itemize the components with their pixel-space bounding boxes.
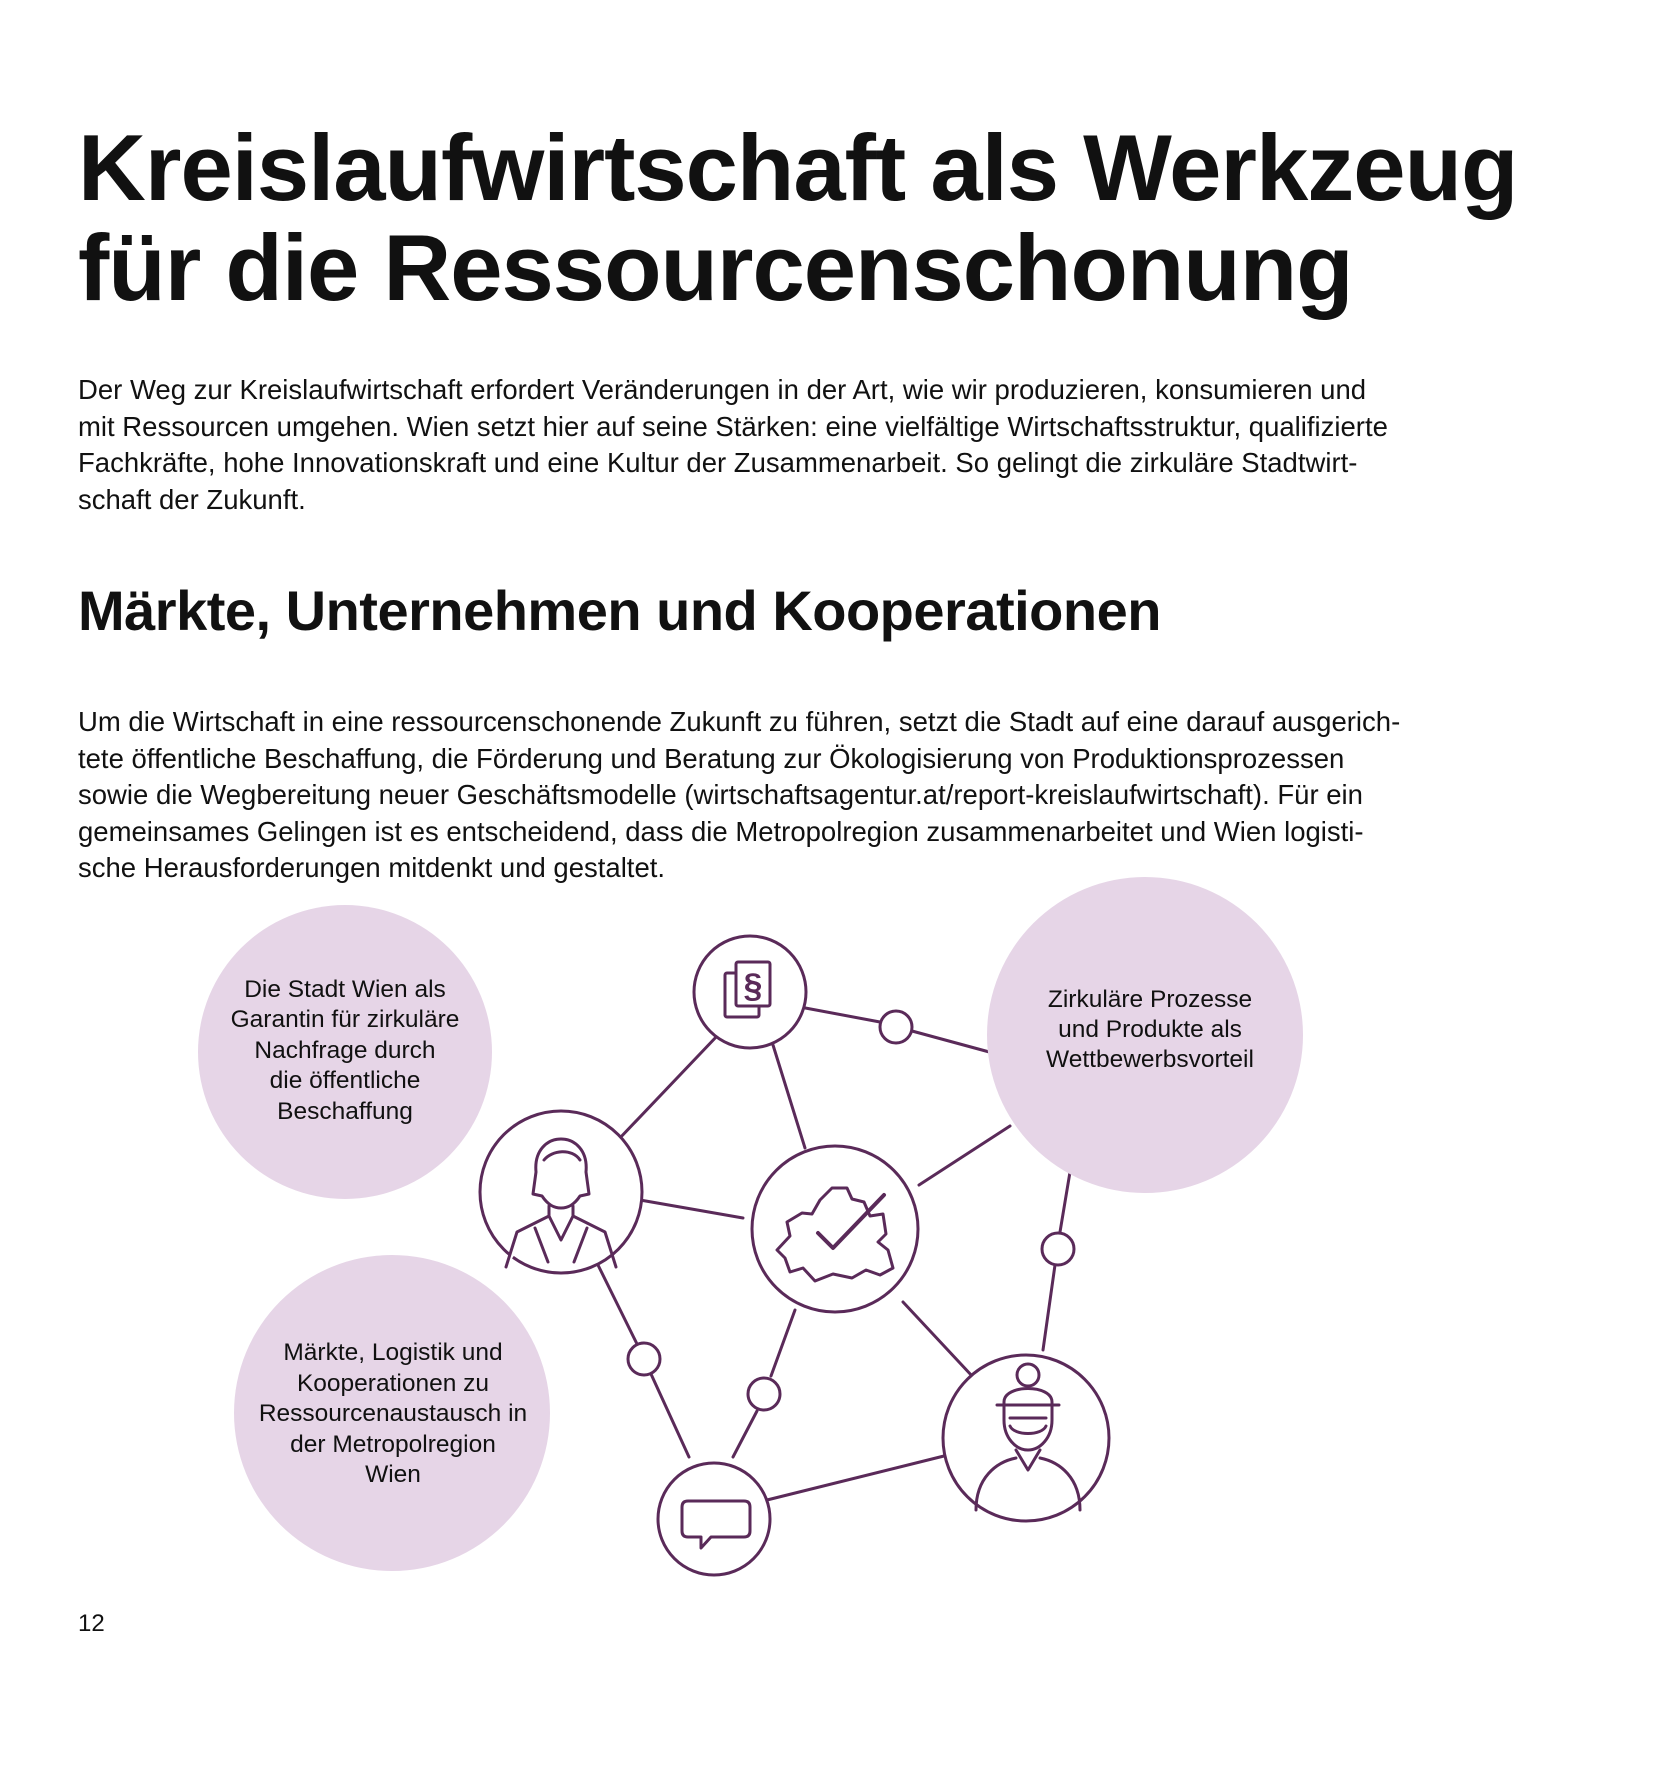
connector-line: [651, 1374, 689, 1457]
connector-dot: [628, 1343, 660, 1375]
connector-line: [903, 1302, 973, 1377]
intro-line: schaft der Zukunft.: [78, 483, 306, 515]
bubble-text-line: Kooperationen zu: [296, 1370, 490, 1397]
connector-line: [919, 1126, 1010, 1185]
bubble-text-line: Ressourcenaustausch in: [258, 1400, 528, 1427]
intro-line: Fachkräfte, hohe Innovationskraft und eine Kultur der Zusammenarbeit. So gelingt die zirkuläre Stadtwirt-: [78, 447, 1358, 478]
vienna-map-check-icon: [752, 1146, 918, 1312]
title-line: für die Ressourcenschonung: [78, 215, 1353, 320]
connector-line: [771, 1310, 795, 1376]
connector-line: [618, 1035, 718, 1140]
intro-line: Der Weg zur Kreislaufwirtschaft erfordert Veränderungen in der Art, wie wir produzieren, konsumieren und: [78, 374, 1367, 405]
bubble-text-line: Wettbewerbsvorteil: [1046, 1046, 1254, 1073]
network-diagram: [0, 860, 1654, 1600]
connector-dot: [880, 1011, 912, 1043]
law-paragraph-icon: [694, 936, 806, 1048]
bubble-text-line: Beschaffung: [277, 1098, 413, 1125]
bubble-text-line: Märkte, Logistik und: [283, 1339, 503, 1366]
businesswoman-icon: [480, 1111, 642, 1273]
page-number: 12: [78, 1610, 105, 1637]
bubble-text-line: Nachfrage durch: [254, 1037, 436, 1064]
bubble-text-line: Zirkuläre Prozesse: [1047, 986, 1253, 1013]
bubble-text-line: und Produkte als: [1058, 1016, 1242, 1043]
connector-line: [1043, 1265, 1055, 1350]
bubble-text-line: die öffentliche: [269, 1067, 421, 1094]
page-title: [78, 115, 1578, 320]
body-line: tete öffentliche Beschaffung, die Förderung und Beratung zur Ökologisierung von Produktionsprozessen: [78, 742, 1345, 774]
connector-line: [640, 1200, 743, 1218]
worker-icon: [943, 1355, 1109, 1521]
connector-dot: [748, 1378, 780, 1410]
section-heading: Märkte, Unternehmen und Kooperationen: [78, 579, 1161, 642]
bubble-text-line: Garantin für zirkuläre: [230, 1006, 460, 1033]
connector-line: [800, 1007, 880, 1022]
chat-bubble-icon: [658, 1463, 770, 1575]
connector-dot: [1042, 1233, 1074, 1265]
intro-line: mit Ressourcen umgehen. Wien setzt hier auf seine Stärken: eine vielfältige Wirtschaftsstruktur, qualifizierte: [78, 410, 1388, 442]
connector-line: [733, 1411, 757, 1457]
connector-line: [597, 1263, 637, 1344]
body-line: gemeinsames Gelingen ist es entscheidend, dass die Metropolregion zusammenarbeitet und Wien logisti-: [78, 815, 1364, 847]
connector-line: [1060, 1172, 1070, 1232]
body-line: sche Herausforderungen mitdenkt und gestaltet.: [78, 852, 666, 883]
title-line: Kreislaufwirtschaft als Werkzeug: [78, 115, 1518, 220]
connector-line: [912, 1031, 993, 1053]
connector-line: [767, 1455, 948, 1500]
intro-paragraph: [78, 372, 1498, 518]
bubble-text-line: der Metropolregion: [290, 1431, 496, 1458]
bubble-text-line: Die Stadt Wien als: [244, 976, 446, 1003]
body-line: Um die Wirtschaft in eine ressourcenschonende Zukunft zu führen, setzt die Stadt auf eine darauf ausgerich-: [78, 706, 1401, 737]
bubble-text-line: Wien: [365, 1461, 421, 1488]
body-line: sowie die Wegbereitung neuer Geschäftsmodelle (wirtschaftsagentur.at/report-kreislaufwirtschaft). Für ein: [78, 779, 1363, 810]
connector-line: [773, 1045, 805, 1148]
svg-text:§: §: [743, 967, 763, 1005]
